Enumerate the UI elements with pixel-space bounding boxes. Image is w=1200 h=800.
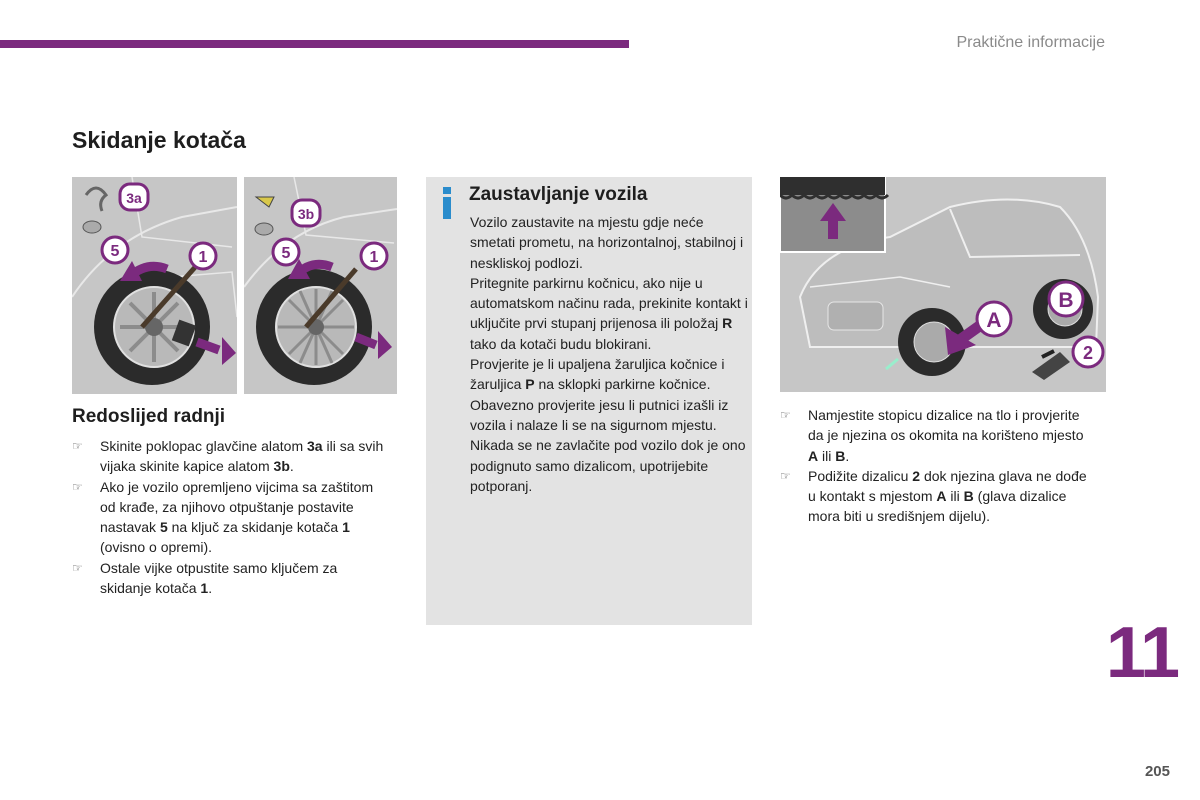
bold-ref: 1 [200, 580, 209, 597]
bold-ref: A [808, 447, 819, 464]
label-badge-2 [1073, 337, 1103, 367]
pointing-hand-icon: ☞ [780, 408, 791, 422]
label-B: B [1058, 289, 1074, 312]
info-paragraph: Provjerite je li upaljena žaruljica kočnice i žaruljica P na sklopki parkirne kočnice. [470, 356, 725, 393]
label-5: 5 [110, 243, 120, 260]
label-badge-1 [190, 243, 216, 269]
pointing-hand-icon: ☞ [72, 439, 83, 453]
info-title: Zaustavljanje vozila [469, 184, 648, 205]
label-3a: 3a [126, 190, 142, 206]
wheel-figure-3b [244, 177, 397, 394]
bold-ref: 3a [307, 438, 323, 454]
label-1: 1 [198, 249, 208, 266]
label-badge-3a [120, 184, 148, 210]
label-A: A [986, 309, 1002, 332]
label-2: 2 [1082, 343, 1094, 363]
section-header: Praktične informacije [956, 34, 1105, 51]
procedure-item: ☞ Ako je vozilo opremljeno vijcima sa zaštitom od krađe, za njihovo otpuštanje postavite nastavak 5 na ključ za skidanje kotača 1 (ovisno o opremi). [72, 478, 374, 556]
wheel-figure-3a [72, 177, 237, 394]
info-box [426, 177, 752, 625]
label-badge-A [977, 302, 1011, 336]
bold-ref: 3b [273, 458, 290, 475]
info-paragraph: Vozilo zaustavite na mjestu gdje neće smetati prometu, na horizontalnoj, stabilnoj i neskliskoj podlozi. [470, 214, 744, 271]
page-number: 205 [1144, 763, 1170, 780]
bold-ref: A [936, 488, 947, 505]
label-3b: 3b [297, 206, 315, 222]
info-text [470, 212, 752, 496]
jack-item: ☞ Namjestite stopicu dizalice na tlo i provjerite da je njezina os okomita na korišteno mjesto A ili B. [780, 407, 1084, 464]
bold-ref: B [963, 488, 974, 505]
bold-ref: 1 [342, 519, 350, 536]
page-title: Skidanje kotača [72, 127, 246, 153]
info-icon [441, 187, 453, 221]
chapter-number: 11 [1105, 613, 1178, 693]
procedure-heading: Redoslijed radnji [72, 406, 226, 427]
label-badge-3b [292, 200, 320, 226]
bold-ref: R [722, 315, 733, 332]
procedure-item: ☞ Ostale vijke otpustite samo ključem za skidanje kotača 1. [72, 559, 338, 597]
chapter-color-bar [0, 40, 629, 48]
jack-item: ☞ Podižite dizalicu 2 dok njezina glava ne dođe u kontakt s mjestom A ili B (glava dizalice mora biti u središnjem dijelu). [780, 467, 1087, 525]
info-paragraph: Pritegnite parkirnu kočnicu, ako nije u automatskom načinu rada, prekinite kontakt i uključite prvi stupanj prijenosa ili položaj R tako da kotači budu blokirani. [470, 274, 748, 352]
label-5: 5 [281, 245, 291, 262]
label-1: 1 [369, 249, 379, 266]
label-badge-5 [102, 237, 128, 263]
info-paragraph: Nikada se ne zavlačite pod vozilo dok je ono podignuto samo dizalicom, upotrijebite potporanj. [470, 437, 746, 494]
procedure-item: ☞ Skinite poklopac glavčine alatom 3a ili sa svih vijaka skinite kapice alatom 3b. [72, 438, 384, 475]
bold-ref: B [835, 447, 846, 464]
bold-ref: 5 [159, 519, 168, 536]
label-badge-5 [273, 239, 299, 265]
bold-ref: 2 [912, 467, 921, 484]
info-paragraph: Obavezno provjerite jesu li putnici izašli iz vozila i nalaze li se na sigurnom mjestu. [470, 396, 729, 433]
label-badge-1 [361, 243, 387, 269]
label-badge-B [1049, 282, 1083, 316]
pointing-hand-icon: ☞ [780, 468, 791, 483]
bold-ref: P [525, 376, 535, 393]
pointing-hand-icon: ☞ [72, 479, 83, 494]
jack-figure [780, 177, 1106, 392]
pointing-hand-icon: ☞ [72, 560, 83, 575]
procedure-list [72, 436, 392, 598]
jack-list [780, 405, 1090, 527]
